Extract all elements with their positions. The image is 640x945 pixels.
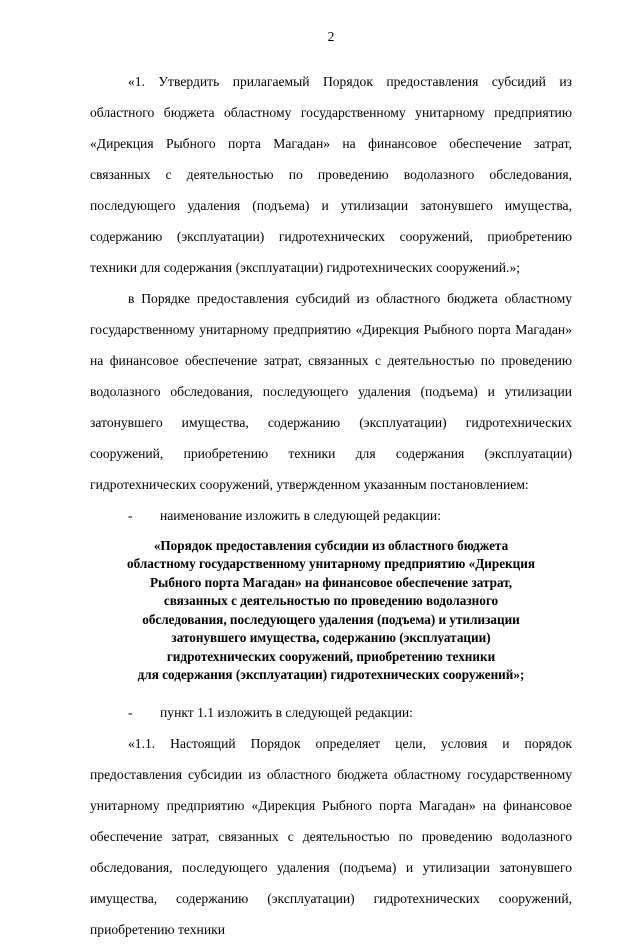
list-item-2	[90, 697, 572, 728]
list-item-text: пункт 1.1 изложить в следующей редакции:	[160, 704, 413, 720]
list-item-text: наименование изложить в следующей редакции:	[160, 507, 441, 523]
quoted-title-line: «Порядок предоставления субсидии из областного бюджета	[153, 537, 509, 553]
list-marker: -	[128, 507, 133, 523]
quoted-title-line: областному государственному унитарному предприятию «Дирекция	[127, 556, 535, 571]
quoted-title-line: для содержания (эксплуатации) гидротехнических сооружений»;	[137, 667, 525, 682]
document-body	[90, 66, 572, 945]
paragraph-3: «1.1. Настоящий Порядок определяет цели, условия и порядок предоставления субсидии из областного бюджета областному государственному унитарному предприятию «Дирекция Рыбного порта Магадан» на финансовое обеспечение затрат, связанных с деятельностью по проведению водолазного обследования, последующего удаления (подъема) и утилизации затонувшего имущества, содержанию (эксплуатации) гидротехнических сооружений, приобретению техники	[90, 735, 572, 937]
list-marker: -	[128, 704, 133, 720]
quoted-title-line: гидротехнических сооружений, приобретению техники	[166, 648, 496, 664]
paragraph-1: «1. Утвердить прилагаемый Порядок предоставления субсидий из областного бюджета областному государственному унитарному предприятию «Дирекция Рыбного порта Магадан» на финансовое обеспечение затрат, связанных с деятельностью по проведению водолазного обследования, последующего удаления (подъема) и утилизации затонувшего имущества, содержанию (эксплуатации) гидротехнических сооружений, приобретению техники для содержания (эксплуатации) гидротехнических сооружений.»;	[90, 73, 572, 275]
quoted-title-line: Рыбного порта Магадан» на финансовое обеспечение затрат,	[149, 574, 513, 590]
quoted-title-line: связанных с деятельностью по проведению водолазного	[163, 593, 499, 608]
quoted-title	[90, 531, 572, 691]
paragraph-2: в Порядке предоставления субсидий из областного бюджета областному государственному унитарному предприятию «Дирекция Рыбного порта Магадан» на финансовое обеспечение затрат, связанных с деятельностью по проведению водолазного обследования, последующего удаления (подъема) и утилизации затонувшего имущества, содержанию (эксплуатации) гидротехнических сооружений, приобретению техники для содержания (эксплуатации) гидротехнических сооружений, утвержденном указанным постановлением:	[90, 290, 572, 492]
quoted-title-line: обследования, последующего удаления (подъема) и утилизации	[142, 611, 520, 627]
list-item-1	[90, 500, 572, 531]
quoted-title-line: затонувшего имущества, содержанию (эксплуатации)	[171, 630, 491, 645]
page-number: 2	[327, 29, 335, 44]
